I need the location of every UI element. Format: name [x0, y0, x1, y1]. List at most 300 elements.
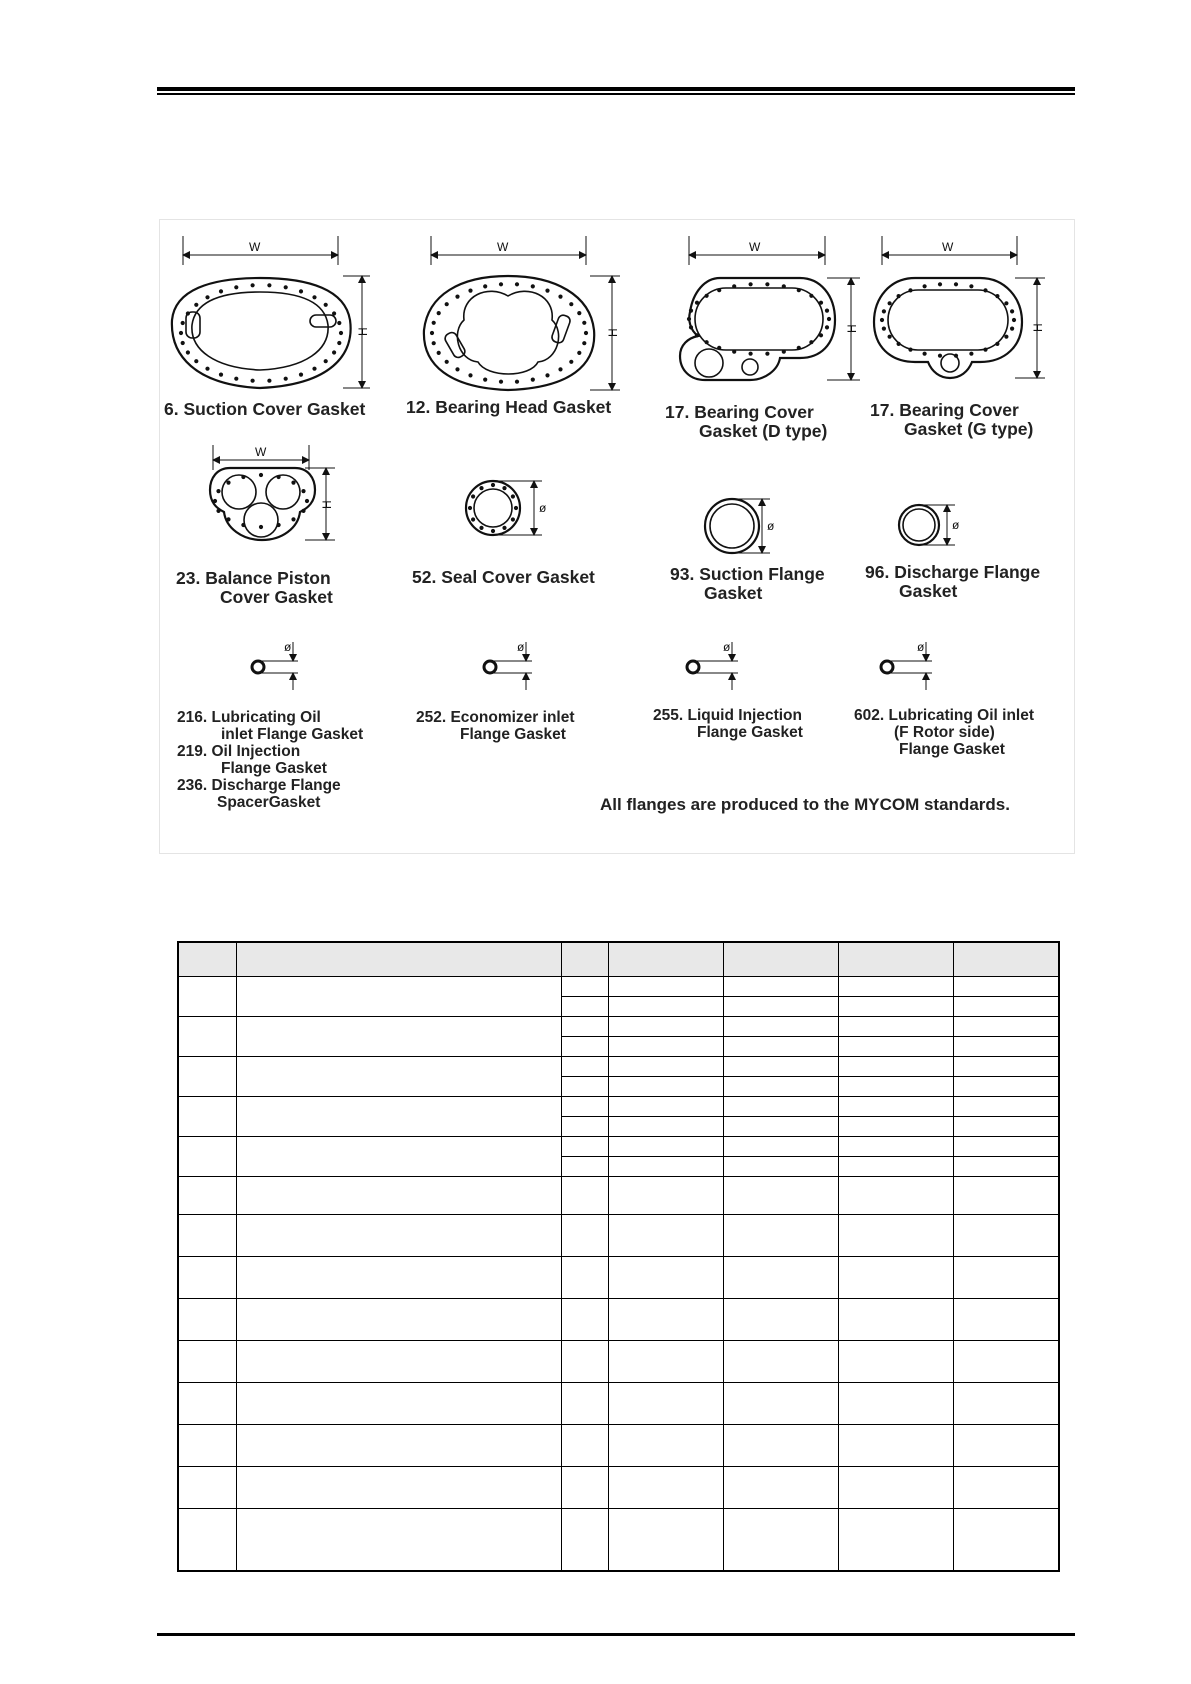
- table-cell: [838, 1157, 953, 1177]
- bolt-hole: [687, 317, 691, 321]
- bolt-hole: [569, 302, 573, 306]
- bolt-hole: [430, 331, 434, 335]
- bolt-hole: [514, 506, 518, 510]
- table-cell: [561, 1299, 608, 1341]
- table-cell: [236, 1057, 561, 1097]
- dim-h-23: H: [320, 500, 334, 509]
- dim-d-602: ø: [917, 640, 925, 654]
- bolt-hole: [468, 373, 472, 377]
- table-cell: [608, 1299, 723, 1341]
- table-cell: [178, 1509, 236, 1571]
- table-cell: [953, 1467, 1059, 1509]
- table-cell: [838, 997, 953, 1017]
- table-cell: [561, 1137, 608, 1157]
- bolt-hole: [954, 354, 958, 358]
- table-cell: [236, 1425, 561, 1467]
- table-cell: [236, 1257, 561, 1299]
- dim-h-12: H: [606, 328, 620, 337]
- bolt-hole: [695, 301, 699, 305]
- bolt-hole: [1010, 309, 1014, 313]
- bolt-hole: [471, 494, 475, 498]
- table-cell: [723, 1097, 838, 1117]
- bolt-hole: [259, 525, 263, 529]
- bolt-hole: [897, 342, 901, 346]
- table-cell: [838, 1017, 953, 1037]
- table-row: [178, 1467, 1059, 1509]
- bolt-hole: [983, 348, 987, 352]
- table-cell: [178, 1215, 236, 1257]
- bolt-hole: [226, 481, 230, 485]
- table-cell: [178, 1425, 236, 1467]
- bolt-hole: [181, 341, 185, 345]
- table-cell: [953, 1077, 1059, 1097]
- table-cell: [953, 1215, 1059, 1257]
- bolt-hole: [584, 331, 588, 335]
- bolt-hole: [1012, 318, 1016, 322]
- caption-12: 12. Bearing Head Gasket: [406, 397, 612, 417]
- table-cell: [178, 1257, 236, 1299]
- bolt-hole: [339, 331, 343, 335]
- table-cell: [838, 1177, 953, 1215]
- table-header-cell: [236, 942, 561, 977]
- table-cell: [608, 1037, 723, 1057]
- parts-table-body: [178, 977, 1059, 1571]
- bolt-hole: [267, 379, 271, 383]
- gasket-602-drawing: [881, 642, 932, 690]
- table-cell: [723, 1215, 838, 1257]
- bolt-hole: [251, 283, 255, 287]
- bolt-hole: [291, 481, 295, 485]
- bolt-hole: [301, 489, 305, 493]
- table-cell: [723, 977, 838, 997]
- bolt-hole: [765, 352, 769, 356]
- table-cell: [178, 1467, 236, 1509]
- table-cell: [608, 1383, 723, 1425]
- table-cell: [561, 1177, 608, 1215]
- table-cell: [178, 1383, 236, 1425]
- table-row: [178, 1215, 1059, 1257]
- bolt-hole: [819, 333, 823, 337]
- table-cell: [608, 1177, 723, 1215]
- table-cell: [236, 1097, 561, 1137]
- table-cell: [561, 1467, 608, 1509]
- table-cell: [608, 1341, 723, 1383]
- caption-93: 93. Suction Flange Gasket: [670, 564, 825, 604]
- bolt-hole: [337, 321, 341, 325]
- bolt-hole: [1004, 335, 1008, 339]
- bolt-hole: [938, 354, 942, 358]
- dim-h-17d: H: [845, 324, 859, 333]
- bolt-hole: [277, 523, 281, 527]
- bolt-hole: [491, 483, 495, 487]
- table-cell: [178, 1137, 236, 1177]
- bolt-hole: [312, 295, 316, 299]
- table-cell: [236, 1509, 561, 1571]
- table-cell: [178, 1097, 236, 1137]
- bolt-hole: [545, 289, 549, 293]
- bolt-hole: [299, 373, 303, 377]
- bolt-hole: [954, 282, 958, 286]
- table-cell: [608, 1509, 723, 1571]
- bolt-hole: [511, 517, 515, 521]
- caption-17g: 17. Bearing Cover Gasket (G type): [870, 400, 1034, 440]
- dim-w-23: W: [255, 445, 267, 459]
- bolt-hole: [499, 380, 503, 384]
- table-cell: [561, 1257, 608, 1299]
- table-cell: [838, 1425, 953, 1467]
- table-cell: [608, 1137, 723, 1157]
- table-cell: [608, 1117, 723, 1137]
- table-cell: [178, 977, 236, 1017]
- bolt-hole: [1004, 301, 1008, 305]
- table-cell: [608, 1425, 723, 1467]
- table-cell: [178, 1017, 236, 1057]
- table-cell: [236, 1177, 561, 1215]
- table-row: [178, 1017, 1059, 1037]
- table-cell: [953, 977, 1059, 997]
- table-cell: [953, 1177, 1059, 1215]
- table-header-cell: [178, 942, 236, 977]
- bolt-hole: [468, 289, 472, 293]
- table-cell: [608, 1215, 723, 1257]
- dim-d-216: ø: [284, 640, 292, 654]
- table-cell: [723, 1177, 838, 1215]
- table-cell: [236, 1215, 561, 1257]
- bolt-hole: [717, 288, 721, 292]
- table-cell: [608, 1157, 723, 1177]
- bolt-hole: [186, 311, 190, 315]
- table-cell: [608, 1077, 723, 1097]
- table-cell: [178, 1341, 236, 1383]
- bolt-hole: [938, 282, 942, 286]
- caption-6: 6. Suction Cover Gasket: [164, 399, 366, 419]
- bolt-hole: [809, 340, 813, 344]
- gasket-23-drawing: [210, 445, 335, 540]
- table-cell: [953, 1157, 1059, 1177]
- bolt-hole: [284, 285, 288, 289]
- bolt-hole: [515, 380, 519, 384]
- bolt-hole: [305, 499, 309, 503]
- table-cell: [178, 1057, 236, 1097]
- caption-52: 52. Seal Cover Gasket: [412, 567, 595, 587]
- table-cell: [953, 1117, 1059, 1137]
- table-cell: [236, 1383, 561, 1425]
- bolt-hole: [908, 348, 912, 352]
- bolt-hole: [479, 486, 483, 490]
- table-header-cell: [608, 942, 723, 977]
- table-cell: [953, 1425, 1059, 1467]
- table-cell: [723, 1037, 838, 1057]
- bolt-hole: [717, 346, 721, 350]
- table-cell: [236, 1341, 561, 1383]
- dim-d-93: ø: [767, 519, 775, 533]
- dim-w-17g: W: [942, 240, 954, 254]
- table-cell: [561, 1037, 608, 1057]
- table-cell: [608, 1057, 723, 1077]
- table-cell: [608, 997, 723, 1017]
- bolt-hole: [437, 311, 441, 315]
- table-cell: [953, 1057, 1059, 1077]
- bolt-hole: [983, 288, 987, 292]
- bolt-hole: [491, 529, 495, 533]
- table-row: [178, 1299, 1059, 1341]
- bolt-hole: [241, 475, 245, 479]
- dim-d-252: ø: [517, 640, 525, 654]
- bolt-hole: [577, 351, 581, 355]
- table-row: [178, 1509, 1059, 1571]
- table-cell: [953, 1097, 1059, 1117]
- bolt-hole: [284, 377, 288, 381]
- bolt-hole: [825, 309, 829, 313]
- bolt-hole: [545, 373, 549, 377]
- bolt-hole: [511, 494, 515, 498]
- bolt-hole: [445, 360, 449, 364]
- bolt-hole: [234, 377, 238, 381]
- table-cell: [236, 1467, 561, 1509]
- table-cell: [953, 997, 1059, 1017]
- table-cell: [561, 1383, 608, 1425]
- table-cell: [561, 1097, 608, 1117]
- bolt-hole: [582, 321, 586, 325]
- bolt-hole: [213, 499, 217, 503]
- bolt-hole: [337, 341, 341, 345]
- table-row: [178, 1137, 1059, 1157]
- bolt-hole: [186, 350, 190, 354]
- bolt-hole: [515, 282, 519, 286]
- bolt-hole: [219, 373, 223, 377]
- bolt-hole: [324, 359, 328, 363]
- table-cell: [838, 1057, 953, 1077]
- bolt-hole: [445, 302, 449, 306]
- dim-d-255: ø: [723, 640, 731, 654]
- table-row: [178, 1341, 1059, 1383]
- bolt-hole: [705, 340, 709, 344]
- bolt-hole: [226, 517, 230, 521]
- bolt-hole: [531, 378, 535, 382]
- bolt-hole: [749, 282, 753, 286]
- bolt-hole: [179, 331, 183, 335]
- bolt-hole: [332, 350, 336, 354]
- bolt-hole: [332, 311, 336, 315]
- table-row: [178, 1425, 1059, 1467]
- bolt-hole: [882, 327, 886, 331]
- bolt-hole: [502, 486, 506, 490]
- table-cell: [953, 1509, 1059, 1571]
- table-cell: [561, 977, 608, 997]
- bolt-hole: [969, 284, 973, 288]
- bolt-hole: [558, 295, 562, 299]
- bolt-hole: [277, 475, 281, 479]
- table-cell: [178, 1299, 236, 1341]
- table-row: [178, 1097, 1059, 1117]
- bolt-hole: [291, 517, 295, 521]
- gasket-17g-drawing: [874, 236, 1045, 378]
- bolt-hole: [888, 335, 892, 339]
- bolt-hole: [471, 517, 475, 521]
- bolt-hole: [689, 309, 693, 313]
- bolt-hole: [995, 294, 999, 298]
- bolt-hole: [205, 295, 209, 299]
- caption-23: 23. Balance Piston Cover Gasket: [176, 568, 333, 608]
- bolt-hole: [479, 526, 483, 530]
- bolt-hole: [432, 341, 436, 345]
- bolt-hole: [880, 318, 884, 322]
- bolt-hole: [923, 352, 927, 356]
- caption-17d: 17. Bearing Cover Gasket (D type): [665, 402, 828, 442]
- gasket-12-drawing: [424, 236, 620, 390]
- table-header-cell: [838, 942, 953, 977]
- table-cell: [723, 1157, 838, 1177]
- table-cell: [561, 1157, 608, 1177]
- table-cell: [953, 1299, 1059, 1341]
- caption-255: 255. Liquid Injection Flange Gasket: [653, 707, 803, 742]
- table-cell: [561, 1425, 608, 1467]
- bolt-hole: [825, 325, 829, 329]
- table-cell: [608, 977, 723, 997]
- bolt-hole: [705, 294, 709, 298]
- table-cell: [236, 1299, 561, 1341]
- table-cell: [236, 1017, 561, 1057]
- table-cell: [723, 1057, 838, 1077]
- flange-standards-note: All flanges are produced to the MYCOM standards.: [600, 795, 1010, 814]
- table-row: [178, 1177, 1059, 1215]
- gasket-96-drawing: [899, 505, 955, 545]
- table-cell: [723, 1257, 838, 1299]
- bolt-hole: [569, 360, 573, 364]
- bolt-hole: [437, 351, 441, 355]
- bolt-hole: [216, 489, 220, 493]
- table-cell: [838, 977, 953, 997]
- bolt-hole: [234, 285, 238, 289]
- table-cell: [953, 1383, 1059, 1425]
- bolt-hole: [732, 284, 736, 288]
- table-cell: [723, 1425, 838, 1467]
- bolt-hole: [324, 303, 328, 307]
- dim-d-52: ø: [539, 501, 547, 515]
- caption-216: 216. Lubricating Oil inlet Flange Gasket 219. Oil Injection Flange Gasket 236. Discharge Flange SpacerGasket: [177, 709, 364, 812]
- bolt-hole: [531, 284, 535, 288]
- table-cell: [723, 1299, 838, 1341]
- bolt-hole: [782, 284, 786, 288]
- bolt-hole: [194, 359, 198, 363]
- bolt-hole: [299, 289, 303, 293]
- table-cell: [838, 1257, 953, 1299]
- table-row: [178, 977, 1059, 997]
- top-rule: [157, 87, 1075, 91]
- bolt-hole: [483, 284, 487, 288]
- table-header-cell: [561, 942, 608, 977]
- table-cell: [561, 1215, 608, 1257]
- gasket-93-drawing: [705, 499, 770, 553]
- bolt-hole: [923, 284, 927, 288]
- bolt-hole: [749, 352, 753, 356]
- parts-table: [177, 941, 1060, 1572]
- table-cell: [608, 1257, 723, 1299]
- gasket-252-drawing: [484, 642, 532, 690]
- bolt-hole: [499, 282, 503, 286]
- bolt-hole: [241, 523, 245, 527]
- table-cell: [723, 1077, 838, 1097]
- bolt-hole: [432, 321, 436, 325]
- caption-252: 252. Economizer inlet Flange Gasket: [416, 709, 575, 744]
- bolt-hole: [689, 325, 693, 329]
- bolt-hole: [502, 526, 506, 530]
- bolt-hole: [312, 367, 316, 371]
- bolt-hole: [809, 294, 813, 298]
- bolt-hole: [219, 289, 223, 293]
- bolt-hole: [797, 288, 801, 292]
- table-cell: [561, 1341, 608, 1383]
- bolt-hole: [908, 288, 912, 292]
- table-cell: [723, 1137, 838, 1157]
- table-cell: [723, 1383, 838, 1425]
- table-cell: [838, 1341, 953, 1383]
- table-cell: [953, 1257, 1059, 1299]
- bolt-hole: [301, 509, 305, 513]
- bottom-rule: [157, 1633, 1075, 1636]
- bolt-hole: [969, 352, 973, 356]
- bolt-hole: [695, 333, 699, 337]
- table-row: [178, 1057, 1059, 1077]
- bolt-hole: [797, 346, 801, 350]
- gasket-255-drawing: [687, 642, 738, 690]
- table-header-row: [178, 942, 1059, 977]
- dim-h-17g: H: [1031, 323, 1045, 332]
- bolt-hole: [181, 321, 185, 325]
- table-cell: [236, 977, 561, 1017]
- bolt-hole: [558, 367, 562, 371]
- table-cell: [561, 1017, 608, 1037]
- table-cell: [723, 997, 838, 1017]
- bolt-hole: [1010, 327, 1014, 331]
- table-cell: [723, 1467, 838, 1509]
- bolt-hole: [483, 378, 487, 382]
- table-cell: [561, 1117, 608, 1137]
- table-cell: [838, 1299, 953, 1341]
- table-cell: [561, 997, 608, 1017]
- table-cell: [561, 1509, 608, 1571]
- table-cell: [953, 1037, 1059, 1057]
- bolt-hole: [882, 309, 886, 313]
- table-cell: [838, 1077, 953, 1097]
- dim-w-17d: W: [749, 240, 761, 254]
- dim-h-6: H: [356, 327, 370, 336]
- bolt-hole: [782, 350, 786, 354]
- top-rule-thin: [157, 93, 1075, 95]
- dim-d-96: ø: [952, 518, 960, 532]
- table-cell: [953, 1137, 1059, 1157]
- bolt-hole: [455, 295, 459, 299]
- bolt-hole: [732, 350, 736, 354]
- table-row: [178, 1383, 1059, 1425]
- table-cell: [608, 1097, 723, 1117]
- table-cell: [236, 1137, 561, 1177]
- table-cell: [838, 1097, 953, 1117]
- bolt-hole: [888, 301, 892, 305]
- bolt-hole: [995, 342, 999, 346]
- bolt-hole: [897, 294, 901, 298]
- dim-w-6: W: [249, 240, 261, 254]
- table-cell: [953, 1341, 1059, 1383]
- table-cell: [838, 1467, 953, 1509]
- table-cell: [838, 1117, 953, 1137]
- bolt-hole: [468, 506, 472, 510]
- bolt-hole: [259, 473, 263, 477]
- bolt-hole: [216, 509, 220, 513]
- table-cell: [838, 1037, 953, 1057]
- table-cell: [953, 1017, 1059, 1037]
- table-cell: [838, 1509, 953, 1571]
